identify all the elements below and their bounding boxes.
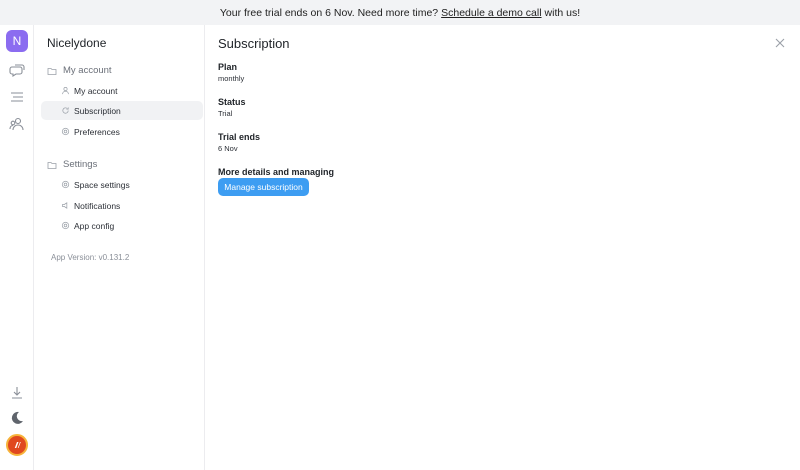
group-label: Settings: [63, 159, 98, 170]
sidebar-item-subscription[interactable]: [41, 101, 203, 120]
banner-text: Your free trial ends on 6 Nov. Need more time?: [219, 6, 439, 19]
folder-icon: [47, 66, 57, 76]
gear-icon: [61, 127, 70, 136]
group-my-account[interactable]: [47, 65, 112, 76]
app-logo[interactable]: [6, 434, 28, 456]
sidebar-item-label: My account: [74, 85, 118, 96]
trial-ends-value: 6 Nov: [218, 144, 238, 153]
app-version: App Version: v0.131.2: [51, 253, 130, 262]
avatar-letter: N: [12, 34, 22, 48]
sidebar-item-notifications[interactable]: [41, 196, 203, 215]
sidebar-item-my-account[interactable]: [41, 81, 203, 100]
speaker-icon: [61, 201, 70, 210]
group-settings[interactable]: [47, 159, 97, 170]
trial-ends-label: Trial ends: [218, 132, 261, 142]
plan-label: Plan: [218, 62, 238, 72]
banner-text-end: with us!: [544, 6, 581, 19]
details-label: More details and managing: [218, 167, 335, 177]
status-value: Trial: [218, 109, 233, 118]
manage-subscription-button[interactable]: Manage subscription: [218, 178, 309, 196]
settings-sidebar: [35, 25, 205, 470]
people-icon[interactable]: [8, 115, 26, 133]
moon-icon[interactable]: [8, 409, 26, 427]
sidebar-item-label: Preferences: [74, 126, 120, 137]
menu-list-icon[interactable]: [8, 88, 26, 106]
page-title: Subscription: [218, 36, 290, 51]
sidebar-item-label: Space settings: [74, 179, 130, 190]
sidebar-item-label: Subscription: [74, 105, 121, 116]
plan-value: monthly: [218, 74, 245, 83]
group-label: My account: [63, 65, 112, 76]
schedule-demo-link[interactable]: Schedule a demo call: [441, 6, 542, 19]
space-name: Nicelydone: [47, 36, 107, 50]
user-icon: [61, 86, 70, 95]
icon-rail: [0, 25, 34, 470]
subscription-icon: [61, 106, 70, 115]
gear-icon: [61, 180, 70, 189]
sidebar-item-preferences[interactable]: [41, 122, 203, 141]
status-label: Status: [218, 97, 246, 107]
sidebar-item-label: Notifications: [74, 200, 121, 211]
trial-banner: [0, 0, 800, 25]
close-icon[interactable]: [774, 37, 786, 49]
sidebar-item-space-settings[interactable]: [41, 175, 203, 194]
sidebar-item-app-config[interactable]: [41, 216, 203, 235]
subscription-panel: [205, 25, 800, 470]
download-icon[interactable]: [8, 384, 26, 402]
sidebar-item-label: App config: [74, 220, 115, 231]
space-avatar[interactable]: [6, 30, 28, 52]
gear-icon: [61, 221, 70, 230]
folder-icon: [47, 160, 57, 170]
chat-icon[interactable]: [8, 62, 26, 80]
